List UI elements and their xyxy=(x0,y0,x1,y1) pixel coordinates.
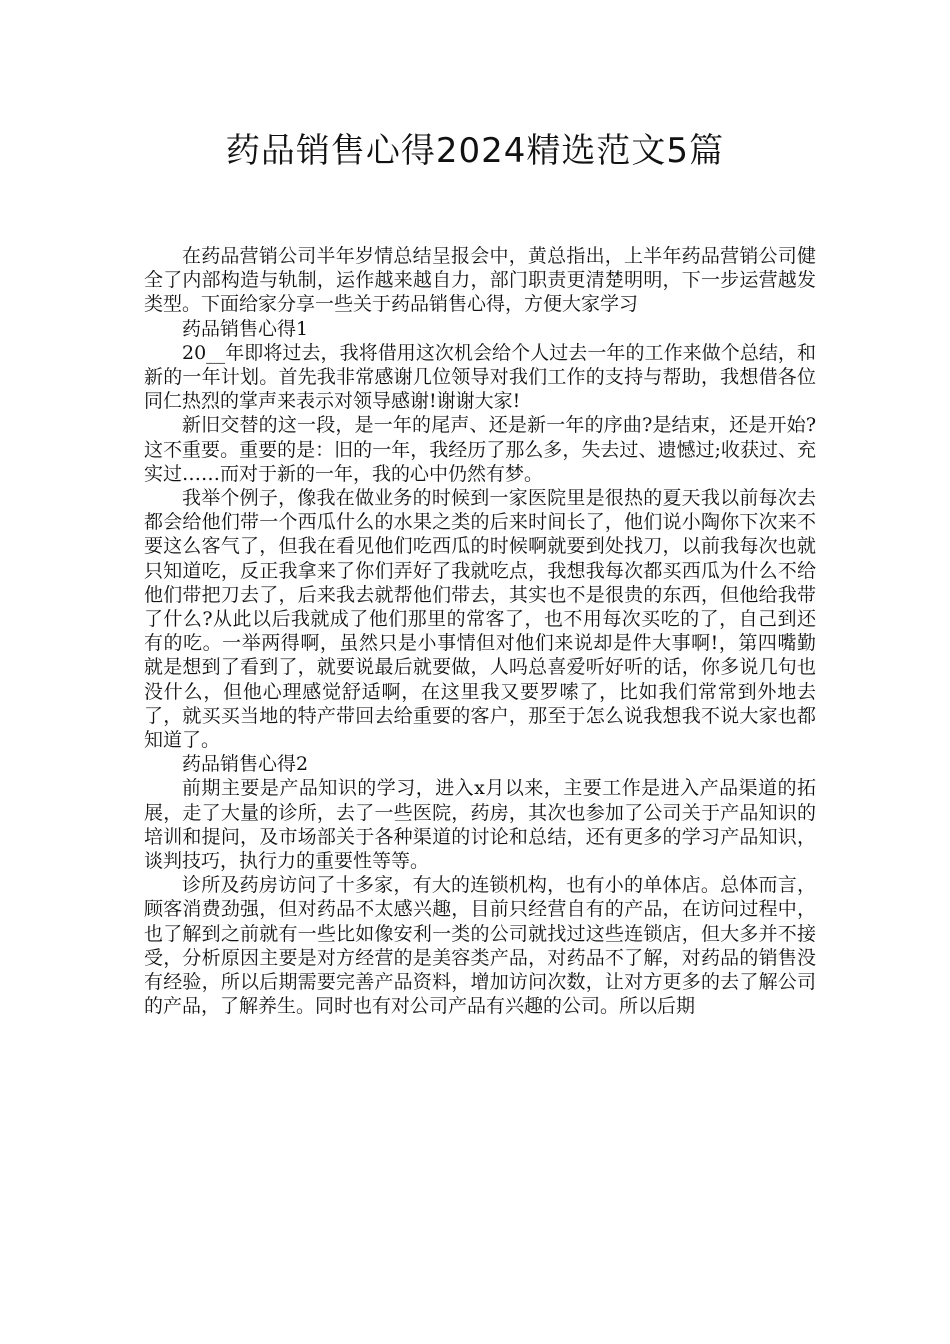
body-paragraph: 20__年即将过去，我将借用这次机会给个人过去一年的工作来做个总结，和新的一年计划。首先我非常感谢几位领导对我们工作的支持与帮助，我想借各位同仁热烈的掌声来表示对领导感谢!谢谢大家! xyxy=(144,341,816,413)
body-paragraph: 诊所及药房访问了十多家，有大的连锁机构，也有小的单体店。总体而言，顾客消费劲强，但对药品不太感兴趣，目前只经营自有的产品，在访问过程中，也了解到之前就有一些比如像安利一类的公司就找过这些连锁店，但大多并不接受，分析原因主要是对方经营的是美容类产品，对药品不了解，对药品的销售没有经验，所以后期需要完善产品资料，增加访问次数，让对方更多的去了解公司的产品，了解养生。同时也有对公司产品有兴趣的公司。所以后期 xyxy=(144,874,816,1018)
body-paragraph: 我举个例子，像我在做业务的时候到一家医院里是很热的夏天我以前每次去都会给他们带一个西瓜什么的水果之类的后来时间长了，他们说小陶你下次来不要这么客气了，但我在看见他们吃西瓜的时候啊就要到处找刀，以前我每次也就只知道吃，反正我拿来了你们弄好了我就吃点，我想我每次都买西瓜为什么不给他们带把刀去了，后来我去就帮他们带去，其实也不是很贵的东西，但他给我带了什么?从此以后我就成了他们那里的常客了，也不用每次买吃的了，自己到还有的吃。一举两得啊，虽然只是小事情但对他们来说却是件大事啊!，第四嘴勤就是想到了看到了，就要说最后就要做，人吗总喜爱听好听的话，你多说几句也没什么，但他心理感觉舒适啊，在这里我又要罗嗦了，比如我们常常到外地去了，就买买当地的特产带回去给重要的客户，那至于怎么说我想我不说大家也都知道了。 xyxy=(144,487,816,752)
body-paragraph: 新旧交替的这一段，是一年的尾声、还是新一年的序曲?是结束，还是开始?这不重要。重要的是：旧的一年，我经历了那么多，失去过、遗憾过;收获过、充实过……而对于新的一年，我的心中仍然有梦。 xyxy=(144,414,816,485)
document-title: 药品销售心得2024精选范文5篇 xyxy=(225,131,725,171)
intro-paragraph: 在药品营销公司半年岁情总结呈报会中，黄总指出，上半年药品营销公司健全了内部构造与轨制，运作越来越自力，部门职责更清楚明明，下一步运营越发类型。下面给家分享一些关于药品销售心得，方便大家学习 xyxy=(144,245,816,316)
document-body xyxy=(144,244,816,1019)
body-paragraph: 前期主要是产品知识的学习，进入x月以来，主要工作是进入产品渠道的拓展，走了大量的诊所，去了一些医院，药房，其次也参加了公司关于产品知识的培训和提问，及市场部关于各种渠道的讨论和总结，还有更多的学习产品知识，谈判技巧，执行力的重要性等等。 xyxy=(144,777,816,873)
section-heading-2: 药品销售心得2 xyxy=(182,753,309,776)
section-heading-1: 药品销售心得1 xyxy=(182,317,309,340)
